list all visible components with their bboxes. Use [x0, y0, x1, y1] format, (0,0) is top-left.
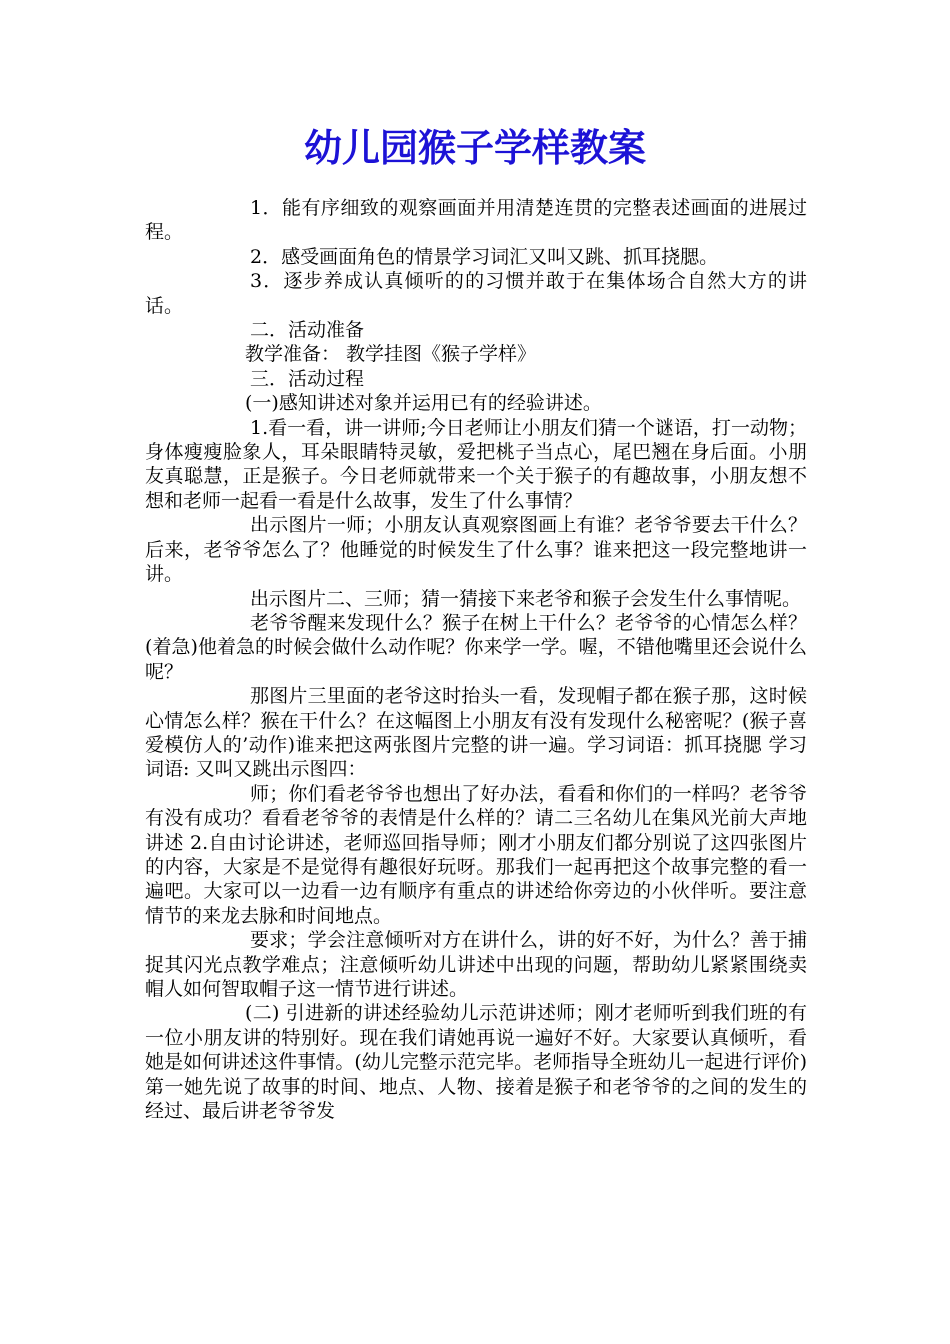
paragraph-process-1: 1.看一看，讲一讲师;今日老师让小朋友们猜一个谜语，打一动物；身体瘦瘦脸象人，耳朵眼睛特灵敏，爱把桃子当点心，尾巴翘在身后面。小朋友真聪慧，正是猴子。今日老师就带来一个关于猴子的有趣故事，小朋友想不想和老师一起看一看是什么故事，发生了什么事情？: [145, 416, 807, 512]
paragraph-objective-2: 2．感受画面角色的情景学习词汇又叫又跳、抓耳挠腮。: [250, 245, 719, 268]
paragraph-grandpa-wakes: 老爷爷醒来发现什么？猴子在树上干什么？老爷爷的心情怎么样？(着急)他着急的时候会做什么动作呢？你来学一学。喔，不错他嘴里还会说什么呢？: [145, 611, 807, 683]
paragraph-objective-1: 1．能有序细致的观察画面并用清楚连贯的完整表述画面的进展过程。: [145, 197, 807, 244]
paragraph-requirements: 要求；学会注意倾听对方在讲什么，讲的好不好，为什么？善于捕捉其闪光点教学难点；注意倾听幼儿讲述中出现的问题，帮助幼儿紧紧围绕卖帽人如何智取帽子这一情节进行讲述。: [145, 929, 807, 1000]
paragraph-picture-4: 师；你们看老爷爷也想出了好办法，看看和你们的一样吗？老爷爷有没有成功？看看老爷爷的表情是什么样的？请二三名幼儿在集风光前大声地讲述 2.自由讨论讲述，老师巡回指导师；刚才小朋友们都分别说了这四张图片的内容，大家是不是觉得有趣很好玩呀。那我们一起再把这个故事完整的看一遍吧。大家可以一边看一边有顺序有重点的讲述给你旁边的小伙伴听。要注意情节的来龙去脉和时间地点。: [145, 782, 807, 927]
paragraph-objective-3: 3．逐步养成认真倾听的的习惯并敢于在集体场合自然大方的讲话。: [145, 270, 807, 317]
paragraph-demonstration: (二) 引进新的讲述经验幼儿示范讲述师；刚才老师听到我们班的有一位小朋友讲的特别好。现在我们请她再说一遍好不好。大家要认真倾听，看她是如何讲述这件事情。(幼儿完整示范完毕。老师指导全班幼儿一起进行评价)第一她先说了故事的时间、地点、人物、接着是猴子和老爷爷的之间的发生的经过、最后讲老爷爷发: [145, 1002, 807, 1123]
paragraph-picture-1: 出示图片一师；小朋友认真观察图画上有谁？老爷爷要去干什么？后来，老爷爷怎么了？他睡觉的时候发生了什么事？谁来把这一段完整地讲一讲。: [145, 514, 807, 586]
subsection-heading-1: (一)感知讲述对象并运用已有的经验讲述。: [245, 392, 602, 415]
section-heading-preparation: 二．活动准备: [250, 319, 365, 342]
paragraph-teaching-preparation: 教学准备： 教学挂图《猴子学样》: [245, 343, 537, 366]
document-title: 幼儿园猴子学样教案: [303, 126, 646, 170]
section-heading-process: 三．活动过程: [250, 367, 365, 390]
paragraph-picture-2-3: 出示图片二、三师；猜一猜接下来老爷和猴子会发生什么事情呢。: [250, 587, 802, 610]
document-body: [145, 196, 807, 1123]
paragraph-picture-3: 那图片三里面的老爷这时抬头一看，发现帽子都在猴子那，这时候心情怎么样？猴在干什么？在这幅图上小朋友有没有发现什么秘密呢？(猴子喜爱模仿人的’动作)谁来把这两张图片完整的讲一遍。学习词语：抓耳挠腮 学习词语: 又叫又跳出示图四：: [145, 685, 807, 781]
